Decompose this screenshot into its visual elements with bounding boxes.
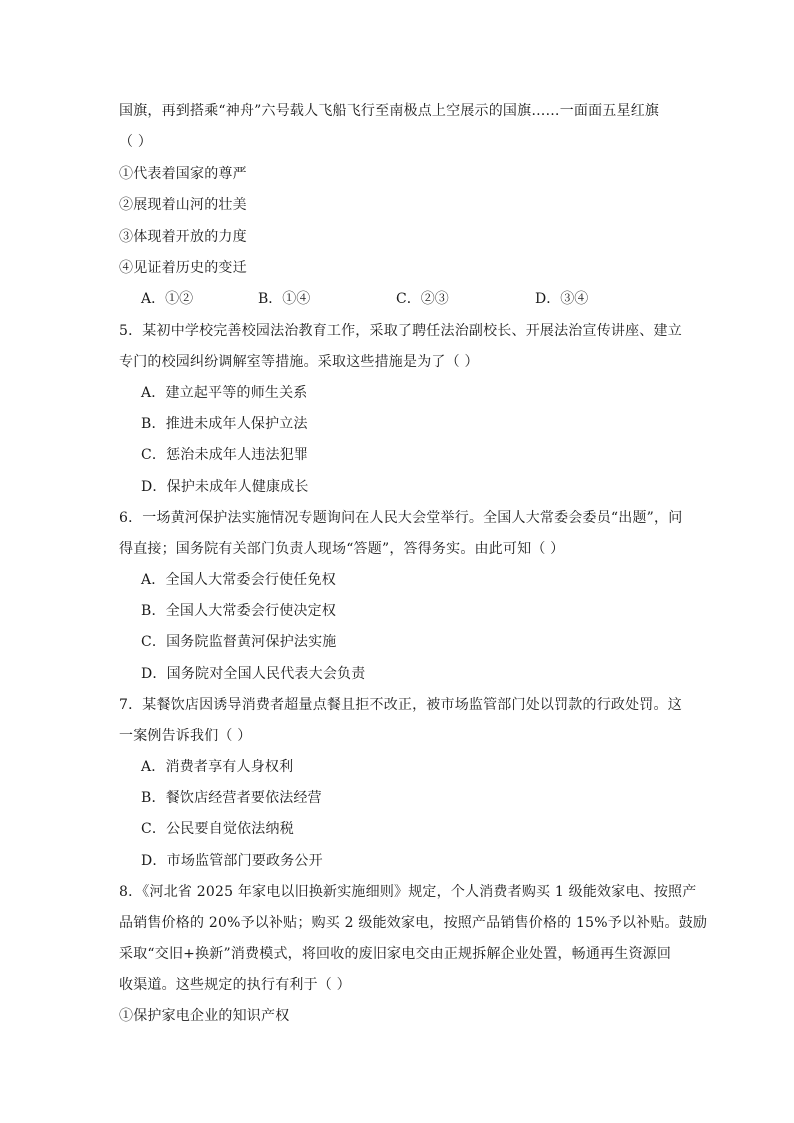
q4-option-a: A．①② <box>141 291 194 307</box>
q5-option-d: D．保护未成年人健康成长 <box>141 479 309 495</box>
q6-stem-line-2: 得直接；国务院有关部门负责人现场“答题”，答得务实。由此可知（ ） <box>119 541 565 557</box>
q8-stem-line-4: 收渠道。这些规定的执行有利于（ ） <box>119 977 351 993</box>
q4-stem-line-1: 国旗，再到搭乘“神舟”六号载人飞船飞行至南极点上空展示的国旗……一面面五星红旗 <box>119 103 660 119</box>
q5-option-a: A．建立起平等的师生关系 <box>141 385 308 401</box>
q6-option-a: A．全国人大常委会行使任免权 <box>141 572 336 588</box>
q7-option-d: D．市场监管部门要政务公开 <box>141 853 323 869</box>
q6-option-b: B．全国人大常委会行使决定权 <box>141 603 337 619</box>
q7-option-b: B．餐饮店经营者要依法经营 <box>141 790 322 806</box>
q8-stem-line-3: 采取“交旧+换新”消费模式，将回收的废旧家电交由正规拆解企业处置，畅通再生资源回 <box>119 946 672 962</box>
q7-option-c: C．公民要自觉依法纳税 <box>141 821 294 837</box>
q6-stem-line-1: 6．一场黄河保护法实施情况专题询问在人民大会堂举行。全国人大常委会委员“出题”，问 <box>119 510 683 526</box>
q4-item-2: ②展现着山河的壮美 <box>119 197 247 213</box>
q4-item-1: ①代表着国家的尊严 <box>119 166 247 182</box>
q7-stem-line-1: 7．某餐饮店因诱导消费者超量点餐且拒不改正，被市场监管部门处以罚款的行政处罚。这 <box>119 697 682 713</box>
q4-option-b: B．①④ <box>258 291 311 307</box>
q5-option-b: B．推进未成年人保护立法 <box>141 416 308 432</box>
q6-option-d: D．国务院对全国人民代表大会负责 <box>141 666 366 682</box>
q5-stem-line-1: 5．某初中学校完善校园法治教育工作，采取了聘任法治副校长、开展法治宣传讲座、建立 <box>119 323 682 339</box>
q5-option-c: C．惩治未成年人违法犯罪 <box>141 447 309 463</box>
q8-stem-line-2: 品销售价格的 20%予以补贴；购买 2 级能效家电，按照产品销售价格的 15%予以补贴。鼓励 <box>119 915 708 931</box>
q8-item-1: ①保护家电企业的知识产权 <box>119 1008 290 1024</box>
q4-option-c: C．②③ <box>396 291 449 307</box>
q4-stem-line-2: （ ） <box>119 134 153 150</box>
q6-option-c: C．国务院监督黄河保护法实施 <box>141 634 337 650</box>
q5-stem-line-2: 专门的校园纠纷调解室等措施。采取这些措施是为了（ ） <box>119 354 479 370</box>
q7-option-a: A．消费者享有人身权利 <box>141 759 294 775</box>
q4-options-row <box>141 289 661 309</box>
q4-option-d: D．③④ <box>535 291 589 307</box>
q8-stem-line-1: 8．《河北省 2025 年家电以旧换新实施细则》规定，个人消费者购买 1 级能效家电、按照产 <box>119 884 697 900</box>
q7-stem-line-2: 一案例告诉我们（ ） <box>119 728 252 744</box>
q4-item-4: ④见证着历史的变迁 <box>119 260 247 276</box>
q4-item-3: ③体现着开放的力度 <box>119 229 247 245</box>
